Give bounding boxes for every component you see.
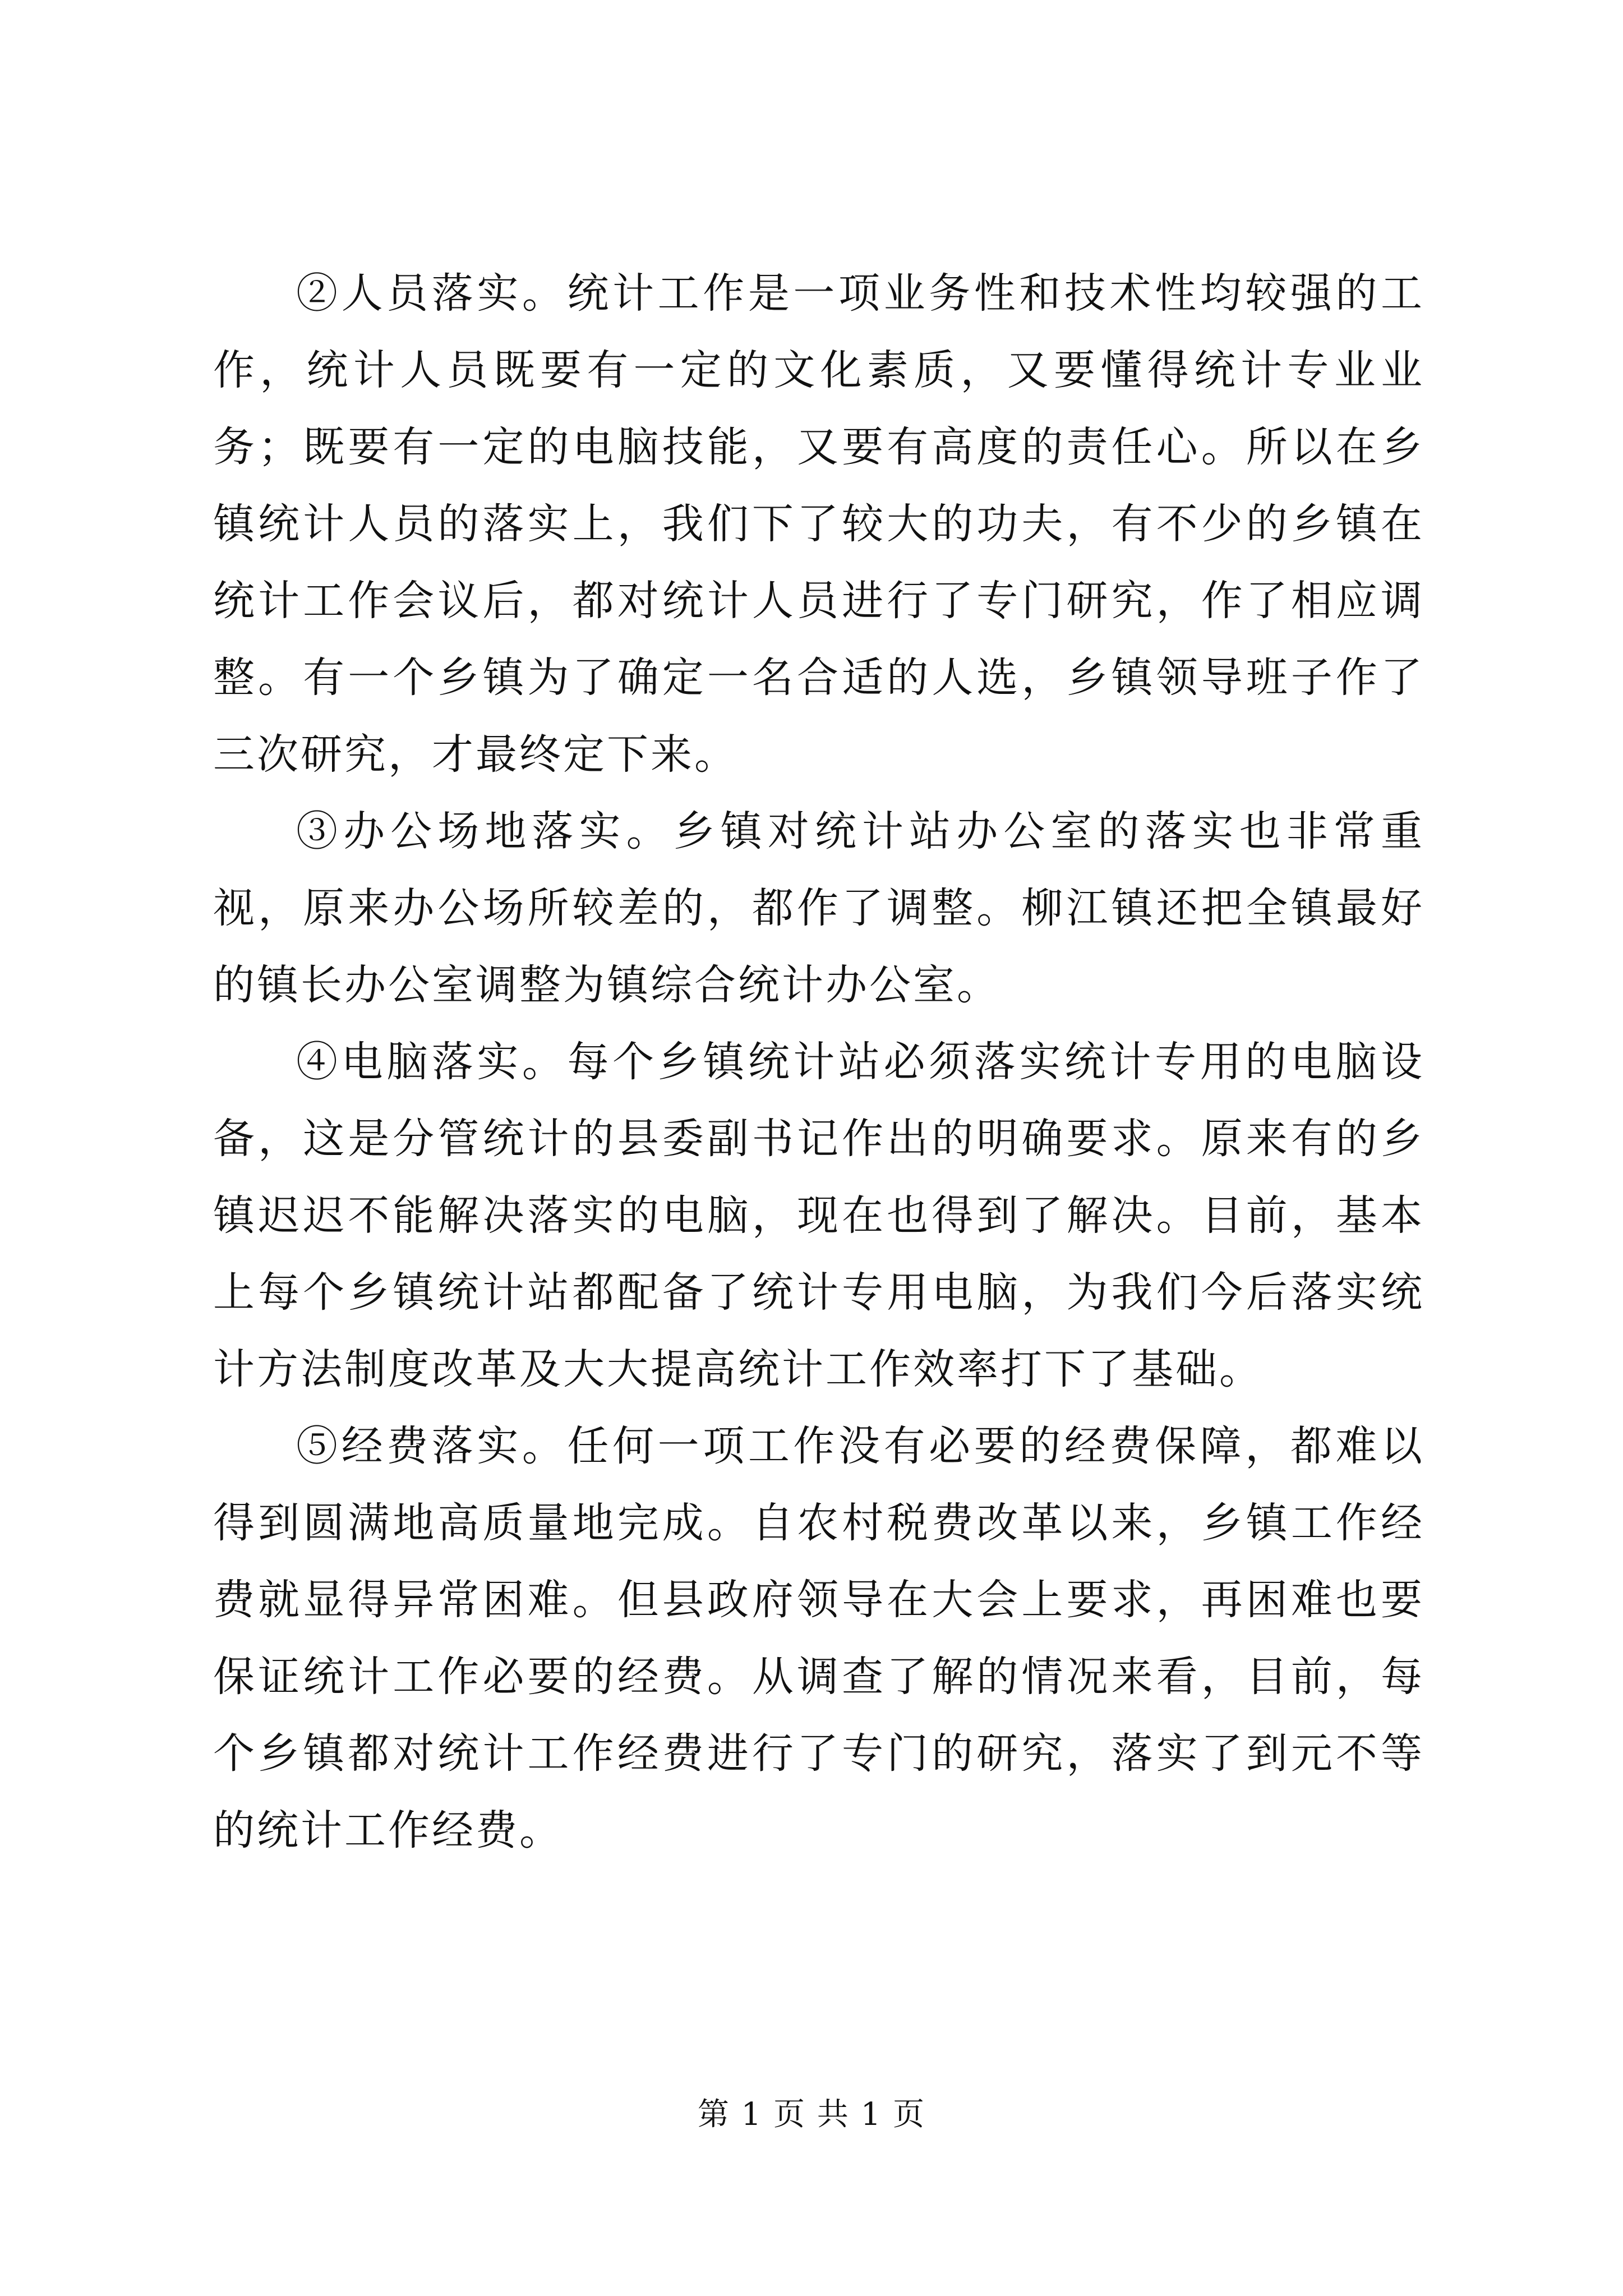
document-body bbox=[213, 255, 1424, 1869]
paragraph-computers: ④电脑落实。每个乡镇统计站必须落实统计专用的电脑设备，这是分管统计的县委副书记作出的明确要求。原来有的乡镇迟迟不能解决落实的电脑，现在也得到了解决。目前，基本上每个乡镇统计站都配备了统计专用电脑，为我们今后落实统计方法制度改革及大大提高统计工作效率打下了基础。 bbox=[213, 1038, 1424, 1393]
paragraph-personnel: ②人员落实。统计工作是一项业务性和技术性均较强的工作，统计人员既要有一定的文化素质，又要懂得统计专业业务；既要有一定的电脑技能，又要有高度的责任心。所以在乡镇统计人员的落实上，我们下了较大的功夫，有不少的乡镇在统计工作会议后，都对统计人员进行了专门研究，作了相应调整。有一个乡镇为了确定一名合适的人选，乡镇领导班子作了三次研究，才最终定下来。 bbox=[213, 269, 1424, 779]
page-footer: 第 1 页 共 1 页 bbox=[697, 2096, 926, 2133]
paragraph-funding: ⑤经费落实。任何一项工作没有必要的经费保障，都难以得到圆满地高质量地完成。自农村税费改革以来，乡镇工作经费就显得异常困难。但县政府领导在大会上要求，再困难也要保证统计工作必要的经费。从调查了解的情况来看，目前，每个乡镇都对统计工作经费进行了专门的研究，落实了到元不等的统计工作经费。 bbox=[213, 1422, 1424, 1855]
paragraph-office-space: ③办公场地落实。乡镇对统计站办公室的落实也非常重视，原来办公场所较差的，都作了调整。柳江镇还把全镇最好的镇长办公室调整为镇综合统计办公室。 bbox=[213, 807, 1424, 1009]
